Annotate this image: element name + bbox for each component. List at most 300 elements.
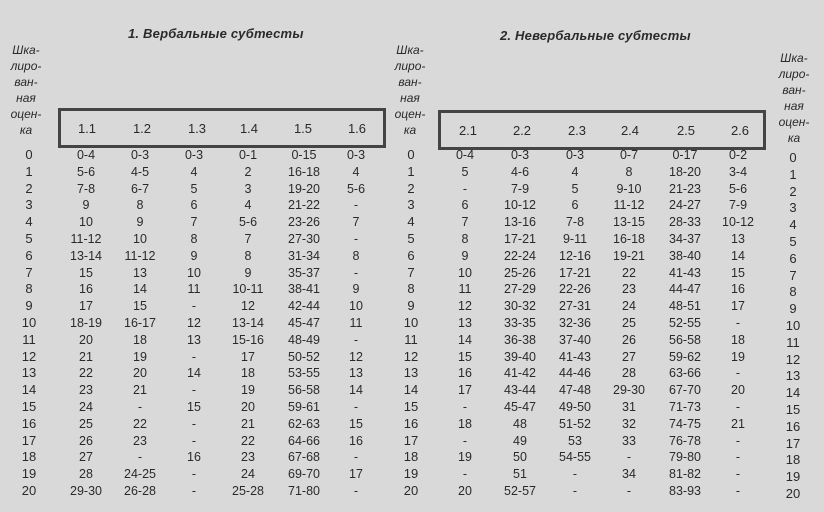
table-cell: 69-70 <box>288 467 320 482</box>
table-cell: 50-52 <box>288 349 320 364</box>
table-cell: 27-29 <box>504 282 536 297</box>
table-cell: 7-9 <box>510 181 530 196</box>
table-cell: 0-3 <box>565 148 585 162</box>
table-cell: 48 <box>513 416 527 431</box>
table-cell: 10 <box>187 265 201 280</box>
table-cell: 11-12 <box>70 231 102 246</box>
table-cell: 13-16 <box>504 215 536 230</box>
table-cell: 10-11 <box>232 282 264 297</box>
table-cell: - <box>462 467 468 482</box>
table-cell: - <box>462 433 468 448</box>
table-cell: 31-34 <box>288 248 320 263</box>
table-cell: 45-47 <box>504 399 536 414</box>
table-cell: 17 <box>731 299 745 314</box>
table-cell: 4 <box>190 164 198 179</box>
table-cell: 24-27 <box>669 198 701 213</box>
table-cell: - <box>353 399 359 414</box>
nonverbal-header-1: 2.1 <box>458 122 478 138</box>
scaled-score-column-middle <box>396 147 426 500</box>
table-cell: 19-21 <box>613 248 645 263</box>
table-cell: 26 <box>622 332 636 347</box>
table-cell: 16 <box>79 282 93 297</box>
scaled-label-line: лиро- <box>778 67 810 81</box>
scaled-score-label-middle <box>388 42 432 138</box>
table-cell: - <box>735 366 741 381</box>
table-cell: 18-20 <box>669 164 701 179</box>
table-cell: 7-9 <box>728 198 748 213</box>
table-cell: 0-15 <box>291 148 317 162</box>
table-cell: 25-28 <box>232 483 264 498</box>
table-cell: 18 <box>403 449 419 465</box>
table-cell: 12 <box>241 299 255 314</box>
table-cell: 14 <box>349 383 363 398</box>
table-cell: 39-40 <box>504 349 536 364</box>
nonverbal-subtests-title: 2. Невербальные субтесты <box>500 28 691 43</box>
table-cell: 21-23 <box>669 181 701 196</box>
table-cell: - <box>191 467 197 482</box>
table-cell: 24-25 <box>124 467 156 482</box>
table-cell: 0-2 <box>728 148 748 162</box>
nonverbal-column-2-6 <box>712 147 764 500</box>
table-cell: 12 <box>403 348 419 364</box>
table-cell: 27-31 <box>559 299 591 314</box>
table-cell: 52-57 <box>504 483 536 498</box>
table-cell: 10 <box>21 314 37 330</box>
table-cell: - <box>137 399 143 414</box>
table-cell: 52-55 <box>669 315 701 330</box>
nonverbal-header-6: 2.6 <box>730 122 750 138</box>
table-cell: 41-43 <box>559 349 591 364</box>
table-cell: 20 <box>241 399 255 414</box>
table-cell: 20 <box>785 485 801 501</box>
table-cell: 53 <box>568 433 582 448</box>
table-cell: 14 <box>21 382 37 398</box>
table-cell: 27 <box>622 349 636 364</box>
table-cell: 1 <box>25 163 33 179</box>
table-cell: 15 <box>79 265 93 280</box>
table-cell: 21 <box>731 416 745 431</box>
table-cell: 15-16 <box>232 332 264 347</box>
table-cell: 0-17 <box>672 148 698 162</box>
table-cell: 15 <box>349 416 363 431</box>
table-cell: 38-40 <box>669 248 701 263</box>
table-cell: 9-11 <box>562 231 588 246</box>
table-cell: 7 <box>25 264 33 280</box>
verbal-header-box <box>58 108 386 148</box>
table-cell: 16-17 <box>124 315 156 330</box>
verbal-column-1-6 <box>330 147 382 500</box>
table-cell: 17 <box>21 432 37 448</box>
table-cell: 16 <box>403 415 419 431</box>
table-cell: 10 <box>403 314 419 330</box>
table-cell: 16 <box>785 418 801 434</box>
table-cell: - <box>353 450 359 465</box>
table-cell: 20 <box>21 482 37 498</box>
table-cell: 9 <box>407 298 415 314</box>
table-cell: 6 <box>190 198 198 213</box>
table-cell: 10 <box>349 299 363 314</box>
table-cell: 26 <box>79 433 93 448</box>
table-cell: 34-37 <box>669 231 701 246</box>
table-cell: 8 <box>789 284 797 300</box>
table-cell: 5 <box>407 230 415 246</box>
table-cell: 13 <box>21 365 37 381</box>
table-cell: 19 <box>241 383 255 398</box>
table-cell: 4 <box>789 217 797 233</box>
verbal-header-1: 1.1 <box>77 120 97 136</box>
table-cell: 13 <box>133 265 147 280</box>
table-cell: 16 <box>349 433 363 448</box>
table-cell: 23 <box>622 282 636 297</box>
nonverbal-column-2-1 <box>440 147 490 500</box>
table-cell: 34 <box>622 467 636 482</box>
table-cell: 81-82 <box>669 467 701 482</box>
verbal-column-1-1 <box>58 147 114 500</box>
table-cell: 10-12 <box>504 198 536 213</box>
table-cell: 11-12 <box>124 248 156 263</box>
table-cell: 12 <box>187 315 201 330</box>
table-cell: 0-4 <box>455 148 475 162</box>
table-cell: 12 <box>21 348 37 364</box>
table-cell: - <box>626 450 632 465</box>
table-cell: - <box>353 265 359 280</box>
scaled-label-line: Шка- <box>780 51 808 65</box>
table-cell: 6 <box>407 247 415 263</box>
scaled-label-line: ван- <box>14 75 38 89</box>
table-cell: 44-47 <box>669 282 701 297</box>
table-cell: 24 <box>79 399 93 414</box>
table-cell: - <box>353 198 359 213</box>
table-cell: - <box>626 483 632 498</box>
table-cell: - <box>353 231 359 246</box>
table-cell: 19 <box>133 349 147 364</box>
table-cell: 53-55 <box>288 366 320 381</box>
nonverbal-header-box <box>438 110 766 150</box>
table-cell: 11 <box>349 315 363 330</box>
table-cell: 22 <box>622 265 636 280</box>
table-cell: 13-14 <box>232 315 264 330</box>
table-cell: 21 <box>79 349 93 364</box>
table-cell: 31 <box>622 399 636 414</box>
scaled-score-label-right <box>772 50 816 146</box>
scaled-label-line: ная <box>784 99 804 113</box>
table-cell: 19 <box>731 349 745 364</box>
verbal-column-1-3 <box>168 147 220 500</box>
table-cell: 71-80 <box>288 483 320 498</box>
table-cell: 56-58 <box>669 332 701 347</box>
table-cell: 5 <box>190 181 198 196</box>
table-cell: 15 <box>785 401 801 417</box>
table-cell: 22 <box>79 366 93 381</box>
table-cell: 29-30 <box>613 383 645 398</box>
table-cell: 9 <box>25 298 33 314</box>
table-cell: - <box>572 483 578 498</box>
table-cell: 44-46 <box>559 366 591 381</box>
table-cell: 1 <box>789 166 797 182</box>
table-cell: 4 <box>571 164 579 179</box>
table-cell: 9 <box>352 282 360 297</box>
scaled-label-line: ван- <box>398 75 422 89</box>
table-cell: 20 <box>403 482 419 498</box>
table-cell: - <box>462 399 468 414</box>
table-cell: 9 <box>789 301 797 317</box>
table-cell: 62-63 <box>288 416 320 431</box>
table-cell: 19-20 <box>288 181 320 196</box>
table-cell: - <box>572 467 578 482</box>
scaled-label-line: ван- <box>782 83 806 97</box>
scaled-score-label-left <box>4 42 48 138</box>
table-cell: 18 <box>241 366 255 381</box>
table-cell: - <box>191 383 197 398</box>
table-cell: - <box>735 467 741 482</box>
table-cell: 67-70 <box>669 383 701 398</box>
table-cell: 10 <box>133 231 147 246</box>
table-cell: 25-26 <box>504 265 536 280</box>
table-cell: 76-78 <box>669 433 701 448</box>
table-cell: 11 <box>187 282 201 297</box>
table-cell: 13 <box>785 368 801 384</box>
table-cell: 10 <box>785 317 801 333</box>
table-cell: 8 <box>136 198 144 213</box>
verbal-header-3: 1.3 <box>187 120 207 136</box>
table-cell: 23-26 <box>288 215 320 230</box>
table-cell: 22-24 <box>504 248 536 263</box>
verbal-column-1-4 <box>220 147 276 500</box>
scaled-score-column-right <box>776 150 810 503</box>
table-cell: 74-75 <box>669 416 701 431</box>
table-cell: 15 <box>403 398 419 414</box>
table-cell: 51 <box>513 467 527 482</box>
table-cell: 9 <box>190 248 198 263</box>
table-cell: 28 <box>79 467 93 482</box>
table-cell: 14 <box>458 332 472 347</box>
table-cell: 14 <box>785 385 801 401</box>
table-cell: 3 <box>244 181 252 196</box>
scaled-label-line: оцен- <box>778 115 810 129</box>
table-cell: 6 <box>25 247 33 263</box>
table-cell: 0-1 <box>238 148 258 162</box>
table-cell: 17 <box>241 349 255 364</box>
table-cell: 18 <box>21 449 37 465</box>
table-cell: 16 <box>21 415 37 431</box>
table-cell: 48-51 <box>669 299 701 314</box>
scaled-label-line: оцен- <box>394 107 426 121</box>
table-cell: 17 <box>349 467 363 482</box>
table-cell: 33 <box>622 433 636 448</box>
table-cell: 20 <box>458 483 472 498</box>
table-cell: 1 <box>407 163 415 179</box>
table-cell: 4 <box>244 198 252 213</box>
table-cell: 11 <box>22 331 36 347</box>
table-cell: 11-12 <box>613 198 645 213</box>
table-cell: 38-41 <box>288 282 320 297</box>
table-cell: 22 <box>241 433 255 448</box>
table-cell: 9-10 <box>616 181 642 196</box>
table-cell: 17 <box>458 383 472 398</box>
table-cell: 28 <box>622 366 636 381</box>
table-cell: 18 <box>458 416 472 431</box>
nonverbal-column-2-4 <box>602 147 656 500</box>
scaled-label-line: ка <box>403 123 417 137</box>
table-cell: 20 <box>79 332 93 347</box>
table-cell: 18-19 <box>70 315 102 330</box>
table-cell: 19 <box>458 450 472 465</box>
table-cell: 14 <box>187 366 201 381</box>
table-cell: 42-44 <box>288 299 320 314</box>
table-cell: 9 <box>136 215 144 230</box>
table-cell: 8 <box>244 248 252 263</box>
table-cell: 19 <box>403 466 419 482</box>
table-cell: 8 <box>352 248 360 263</box>
table-cell: - <box>191 433 197 448</box>
table-cell: 2 <box>25 180 33 196</box>
scaled-label-line: ка <box>787 131 801 145</box>
table-cell: - <box>353 483 359 498</box>
table-cell: 3 <box>25 197 33 213</box>
table-cell: 7-8 <box>565 215 585 230</box>
table-cell: 54-55 <box>559 450 591 465</box>
table-cell: 23 <box>241 450 255 465</box>
table-cell: 4-5 <box>130 164 150 179</box>
table-cell: 20 <box>133 366 147 381</box>
table-cell: 23 <box>133 433 147 448</box>
table-cell: 45-47 <box>288 315 320 330</box>
table-cell: - <box>735 315 741 330</box>
table-cell: 67-68 <box>288 450 320 465</box>
table-cell: 15 <box>458 349 472 364</box>
verbal-header-6: 1.6 <box>347 120 367 136</box>
table-cell: 16 <box>187 450 201 465</box>
table-cell: 83-93 <box>669 483 701 498</box>
table-cell: 21 <box>133 383 147 398</box>
table-cell: 0 <box>25 147 33 162</box>
scaled-label-line: лиро- <box>10 59 42 73</box>
table-cell: 35-37 <box>288 265 320 280</box>
table-cell: 3 <box>407 197 415 213</box>
table-cell: 79-80 <box>669 450 701 465</box>
table-cell: 4 <box>25 214 33 230</box>
table-cell: 0-3 <box>184 148 204 162</box>
nonverbal-header-2: 2.2 <box>512 122 532 138</box>
table-cell: 19 <box>785 469 801 485</box>
table-cell: 17-21 <box>504 231 536 246</box>
table-cell: 5 <box>25 230 33 246</box>
table-cell: 14 <box>403 382 419 398</box>
table-cell: 21-22 <box>288 198 320 213</box>
nonverbal-header-5: 2.5 <box>676 122 696 138</box>
table-cell: - <box>137 450 143 465</box>
scaled-label-line: лиро- <box>394 59 426 73</box>
table-cell: 7 <box>461 215 469 230</box>
table-cell: 4 <box>407 214 415 230</box>
table-cell: 17 <box>79 299 93 314</box>
table-cell: 0 <box>789 150 797 165</box>
table-cell: 41-42 <box>504 366 536 381</box>
verbal-header-4: 1.4 <box>239 120 259 136</box>
table-cell: 6 <box>571 198 579 213</box>
table-cell: 0-3 <box>510 148 530 162</box>
table-cell: 49 <box>513 433 527 448</box>
table-cell: 2 <box>407 180 415 196</box>
table-cell: 41-43 <box>669 265 701 280</box>
table-cell: 0-7 <box>619 148 639 162</box>
table-cell: 13 <box>403 365 419 381</box>
verbal-header-5: 1.5 <box>293 120 313 136</box>
table-cell: 59-62 <box>669 349 701 364</box>
table-cell: 13 <box>731 231 745 246</box>
table-cell: 2 <box>244 164 252 179</box>
table-cell: 32-36 <box>559 315 591 330</box>
table-cell: 8 <box>625 164 633 179</box>
table-cell: 22-26 <box>559 282 591 297</box>
verbal-header-2: 1.2 <box>132 120 152 136</box>
table-cell: 25 <box>622 315 636 330</box>
table-cell: 0-3 <box>130 148 150 162</box>
table-cell: 5-6 <box>76 164 96 179</box>
table-cell: 32 <box>622 416 636 431</box>
table-cell: 12 <box>458 299 472 314</box>
table-cell: 28-33 <box>669 215 701 230</box>
table-cell: 8 <box>25 281 33 297</box>
table-cell: 19 <box>21 466 37 482</box>
table-cell: 25 <box>79 416 93 431</box>
scaled-label-line: Шка- <box>12 43 40 57</box>
table-cell: 10-12 <box>722 215 754 230</box>
table-cell: 12 <box>349 349 363 364</box>
table-cell: 27 <box>79 450 93 465</box>
table-cell: 56-58 <box>288 383 320 398</box>
table-cell: 17-21 <box>559 265 591 280</box>
scaled-label-line: Шка- <box>396 43 424 57</box>
table-cell: 5 <box>571 181 579 196</box>
table-cell: 9 <box>461 248 469 263</box>
verbal-column-1-5 <box>276 147 332 500</box>
table-cell: 49-50 <box>559 399 591 414</box>
scaled-label-line: ная <box>400 91 420 105</box>
table-cell: 5-6 <box>238 215 258 230</box>
table-cell: 15 <box>187 399 201 414</box>
table-cell: 3 <box>789 200 797 216</box>
table-cell: 18 <box>785 452 801 468</box>
table-cell: 5-6 <box>346 181 366 196</box>
scaled-label-line: ка <box>19 123 33 137</box>
table-cell: 16-18 <box>288 164 320 179</box>
table-cell: 16 <box>458 366 472 381</box>
table-cell: 7 <box>789 267 797 283</box>
table-cell: 12-16 <box>559 248 591 263</box>
nonverbal-header-4: 2.4 <box>620 122 640 138</box>
table-cell: 6-7 <box>130 181 150 196</box>
table-cell: 4-6 <box>510 164 530 179</box>
table-cell: - <box>735 399 741 414</box>
table-cell: 33-35 <box>504 315 536 330</box>
table-cell: 43-44 <box>504 383 536 398</box>
table-cell: 18 <box>731 332 745 347</box>
table-cell: 4 <box>352 164 360 179</box>
table-cell: 8 <box>407 281 415 297</box>
table-cell: 0 <box>407 147 415 162</box>
nonverbal-header-3: 2.3 <box>567 122 587 138</box>
table-cell: 64-66 <box>288 433 320 448</box>
table-cell: 36-38 <box>504 332 536 347</box>
table-cell: 24 <box>622 299 636 314</box>
table-cell: 15 <box>133 299 147 314</box>
table-cell: 59-61 <box>288 399 320 414</box>
table-cell: 37-40 <box>559 332 591 347</box>
table-cell: 22 <box>133 416 147 431</box>
table-cell: 23 <box>79 383 93 398</box>
table-cell: 13 <box>187 332 201 347</box>
